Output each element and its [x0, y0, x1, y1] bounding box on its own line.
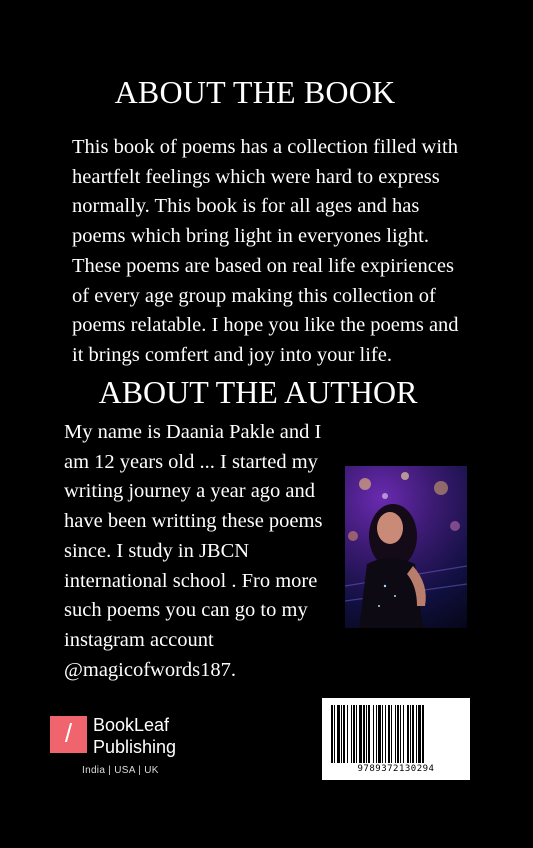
barcode-bar: [356, 705, 357, 763]
barcode-bar: [397, 705, 399, 763]
bookleaf-logo: [50, 716, 87, 753]
book-description-line: of every age group making this collection of: [72, 284, 436, 307]
barcode-bar: [359, 705, 362, 763]
barcode-bar: [388, 705, 390, 763]
book-description-line: These poems are based on real life expiriences: [72, 254, 454, 277]
barcode-bar: [382, 705, 383, 763]
barcode-bar: [410, 705, 411, 763]
about-book-heading: ABOUT THE BOOK: [114, 74, 396, 110]
barcode-bar: [363, 705, 365, 763]
barcode-bar: [353, 705, 355, 763]
barcode-bar: [373, 705, 374, 763]
barcode-bar: [351, 705, 352, 763]
barcode-bar: [334, 705, 335, 763]
author-photo-illustration: [345, 466, 467, 628]
publisher-name: [93, 714, 176, 758]
barcode-bar: [378, 705, 381, 763]
book-description-line: poems relatable. I hope you like the poems and: [72, 314, 459, 337]
author-photo: [345, 466, 467, 628]
barcode-bar: [403, 705, 404, 763]
barcode-bar: [343, 705, 345, 763]
barcode-bar: [376, 705, 377, 763]
barcode-bar: [368, 705, 370, 763]
barcode-bar: [400, 705, 401, 763]
author-bio-line: am 12 years old ... I started my: [64, 450, 318, 473]
about-author-heading: ABOUT THE AUTHOR: [98, 374, 418, 410]
barcode-bars: [331, 705, 461, 763]
publisher-regions: India | USA | UK: [82, 765, 159, 776]
publisher-name-line1: BookLeaf: [93, 715, 170, 735]
barcode-bar: [412, 705, 414, 763]
barcode-bar: [331, 705, 333, 763]
book-description-line: This book of poems has a collection filled with: [72, 136, 459, 158]
barcode-bar: [385, 705, 386, 763]
book-description-line: heartfelt feelings which were hard to express: [72, 165, 440, 188]
barcode-bar: [391, 705, 392, 763]
book-description-line: it brings comfert and joy into your life.: [72, 343, 392, 366]
barcode-bar: [418, 705, 421, 763]
barcode-bar: [395, 705, 396, 763]
author-bio-line: have been writting these poems: [64, 510, 323, 533]
isbn-number: 9789372130294: [357, 764, 435, 774]
barcode-bar: [366, 705, 367, 763]
author-bio-line: instagram account: [64, 628, 214, 651]
barcode-bar: [337, 705, 340, 763]
author-bio-line: since. I study in JBCN: [64, 539, 250, 562]
slash-icon: /: [64, 718, 73, 748]
barcode-bar: [407, 705, 409, 763]
author-bio-line: writing journey a year ago and: [64, 480, 316, 503]
barcode-bar: [422, 705, 424, 763]
author-bio-line: international school . Fro more: [64, 569, 318, 592]
isbn-barcode: [322, 698, 470, 780]
book-description-line: normally. This book is for all ages and has: [72, 195, 420, 218]
publisher-name-line2: Publishing: [93, 737, 177, 757]
author-bio-line: such poems you can go to my: [64, 599, 308, 622]
author-bio-line: My name is Daania Pakle and I: [64, 421, 322, 443]
author-bio-line: @magicofwords187.: [64, 658, 237, 681]
barcode-bar: [341, 705, 342, 763]
barcode-bar: [416, 705, 417, 763]
book-description: [72, 133, 502, 371]
author-bio: [64, 418, 349, 685]
book-description-line: poems which bring light in everyones light.: [72, 225, 429, 248]
barcode-bar: [347, 705, 348, 763]
